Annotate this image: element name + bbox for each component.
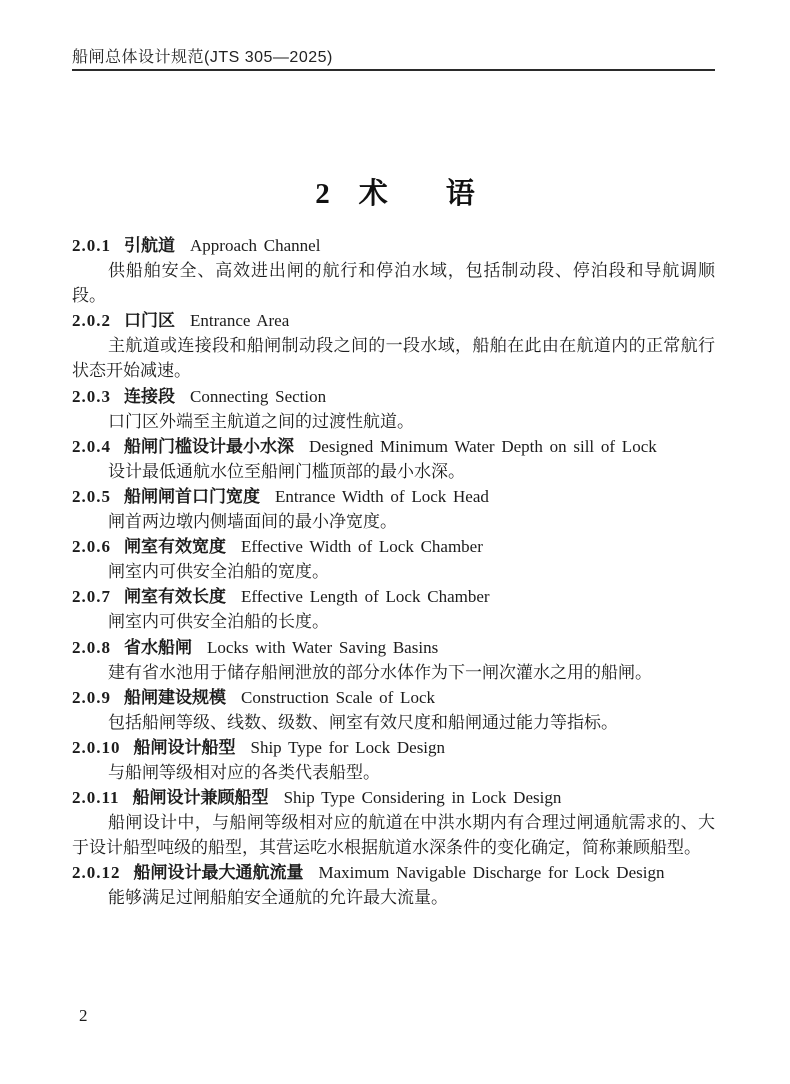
term-heading [72,534,715,559]
term-number: 2.0.11 [72,788,120,808]
term-number: 2.0.8 [72,637,111,657]
term-number: 2.0.4 [72,436,111,456]
term-definition: 闸室内可供安全泊船的长度。 [108,612,329,632]
term-heading [72,308,715,333]
term-en: Entrance Area [190,311,290,331]
term-definition: 包括船闸等级、线数、级数、闸室有效尺度和船闸通过能力等指标。 [108,712,618,732]
term-number: 2.0.6 [72,537,111,557]
chapter-title: 2 术 语 [315,178,475,210]
term-section [72,584,715,634]
term-definition: 口门区外端至主航道之间的过渡性航道。 [108,411,414,431]
term-number: 2.0.10 [72,737,121,757]
term-en: Approach Channel [190,236,321,255]
term-definition: 供船舶安全、高效进出闸的航行和停泊水域，包括制动段、停泊段和导航调顺段。 [72,261,715,306]
term-en: Effective Length of Lock Chamber [241,587,490,607]
term-heading [72,785,715,810]
term-section [72,233,715,308]
term-heading [72,860,715,885]
term-en: Ship Type Considering in Lock Design [283,788,562,808]
term-definition: 与船闸等级相对应的各类代表船型。 [108,762,380,782]
term-definition: 闸室内可供安全泊船的宽度。 [108,562,329,582]
term-number: 2.0.7 [72,587,111,607]
term-definition: 闸首两边墩内侧墙面间的最小净宽度。 [108,512,397,532]
header-divider [72,69,715,71]
term-en: Maximum Navigable Discharge for Lock Design [318,863,665,883]
running-header: 船闸总体设计规范(JTS 305—2025) [72,49,333,66]
term-zh: 闸室有效宽度 [124,537,226,557]
term-heading [72,484,715,509]
term-section [72,635,715,685]
term-definition: 建有省水池用于储存船闸泄放的部分水体作为下一闸次灌水之用的船闸。 [108,662,652,682]
page-number: 2 [79,1006,88,1025]
term-zh: 船闸设计兼顾船型 [132,788,269,808]
term-zh: 口门区 [124,311,175,331]
term-heading [72,735,715,760]
term-zh: 连接段 [124,386,175,406]
term-en: Construction Scale of Lock [241,687,435,707]
term-en: Effective Width of Lock Chamber [241,537,483,557]
term-definition: 船闸设计中，与船闸等级相对应的航道在中洪水期内有合理过闸通航需求的、大于设计船型吨级的船型，其营运吃水根据航道水深条件的变化确定，简称兼顾船型。 [72,813,715,858]
term-number: 2.0.5 [72,486,111,506]
term-number: 2.0.3 [72,386,111,406]
term-number: 2.0.9 [72,687,111,707]
term-section [72,534,715,584]
term-heading [72,434,715,459]
term-en: Ship Type for Lock Design [250,737,446,757]
term-definition: 能够满足过闸船舶安全通航的允许最大流量。 [108,888,448,908]
term-section [72,434,715,484]
term-zh: 船闸闸首口门宽度 [124,486,260,506]
term-heading [72,384,715,409]
term-heading [72,584,715,609]
term-section [72,384,715,434]
term-section [72,685,715,735]
term-section [72,484,715,534]
term-en: Entrance Width of Lock Head [275,486,489,506]
term-number: 2.0.12 [72,863,121,883]
term-number: 2.0.2 [72,311,111,331]
term-en: Connecting Section [190,386,327,406]
term-section [72,308,715,383]
term-definition: 主航道或连接段和船闸制动段之间的一段水域，船舶在此由在航道内的正常航行状态开始减速。 [72,336,715,381]
term-definition: 设计最低通航水位至船闸门槛顶部的最小水深。 [108,461,465,481]
term-heading [72,233,715,258]
term-zh: 船闸设计最大通航流量 [133,863,304,883]
term-section [72,785,715,860]
term-zh: 船闸门槛设计最小水深 [124,436,294,456]
term-section [72,735,715,785]
term-zh: 船闸设计船型 [133,737,236,757]
term-zh: 船闸建设规模 [124,687,226,707]
term-en: Locks with Water Saving Basins [207,637,439,657]
term-en: Designed Minimum Water Depth on sill of Lock [309,436,657,456]
term-zh: 省水船闸 [124,637,192,657]
term-zh: 引航道 [124,236,175,255]
term-zh: 闸室有效长度 [124,587,226,607]
term-heading [72,635,715,660]
terminology-list [72,233,715,911]
term-number: 2.0.1 [72,236,111,255]
term-heading [72,685,715,710]
term-section [72,860,715,910]
